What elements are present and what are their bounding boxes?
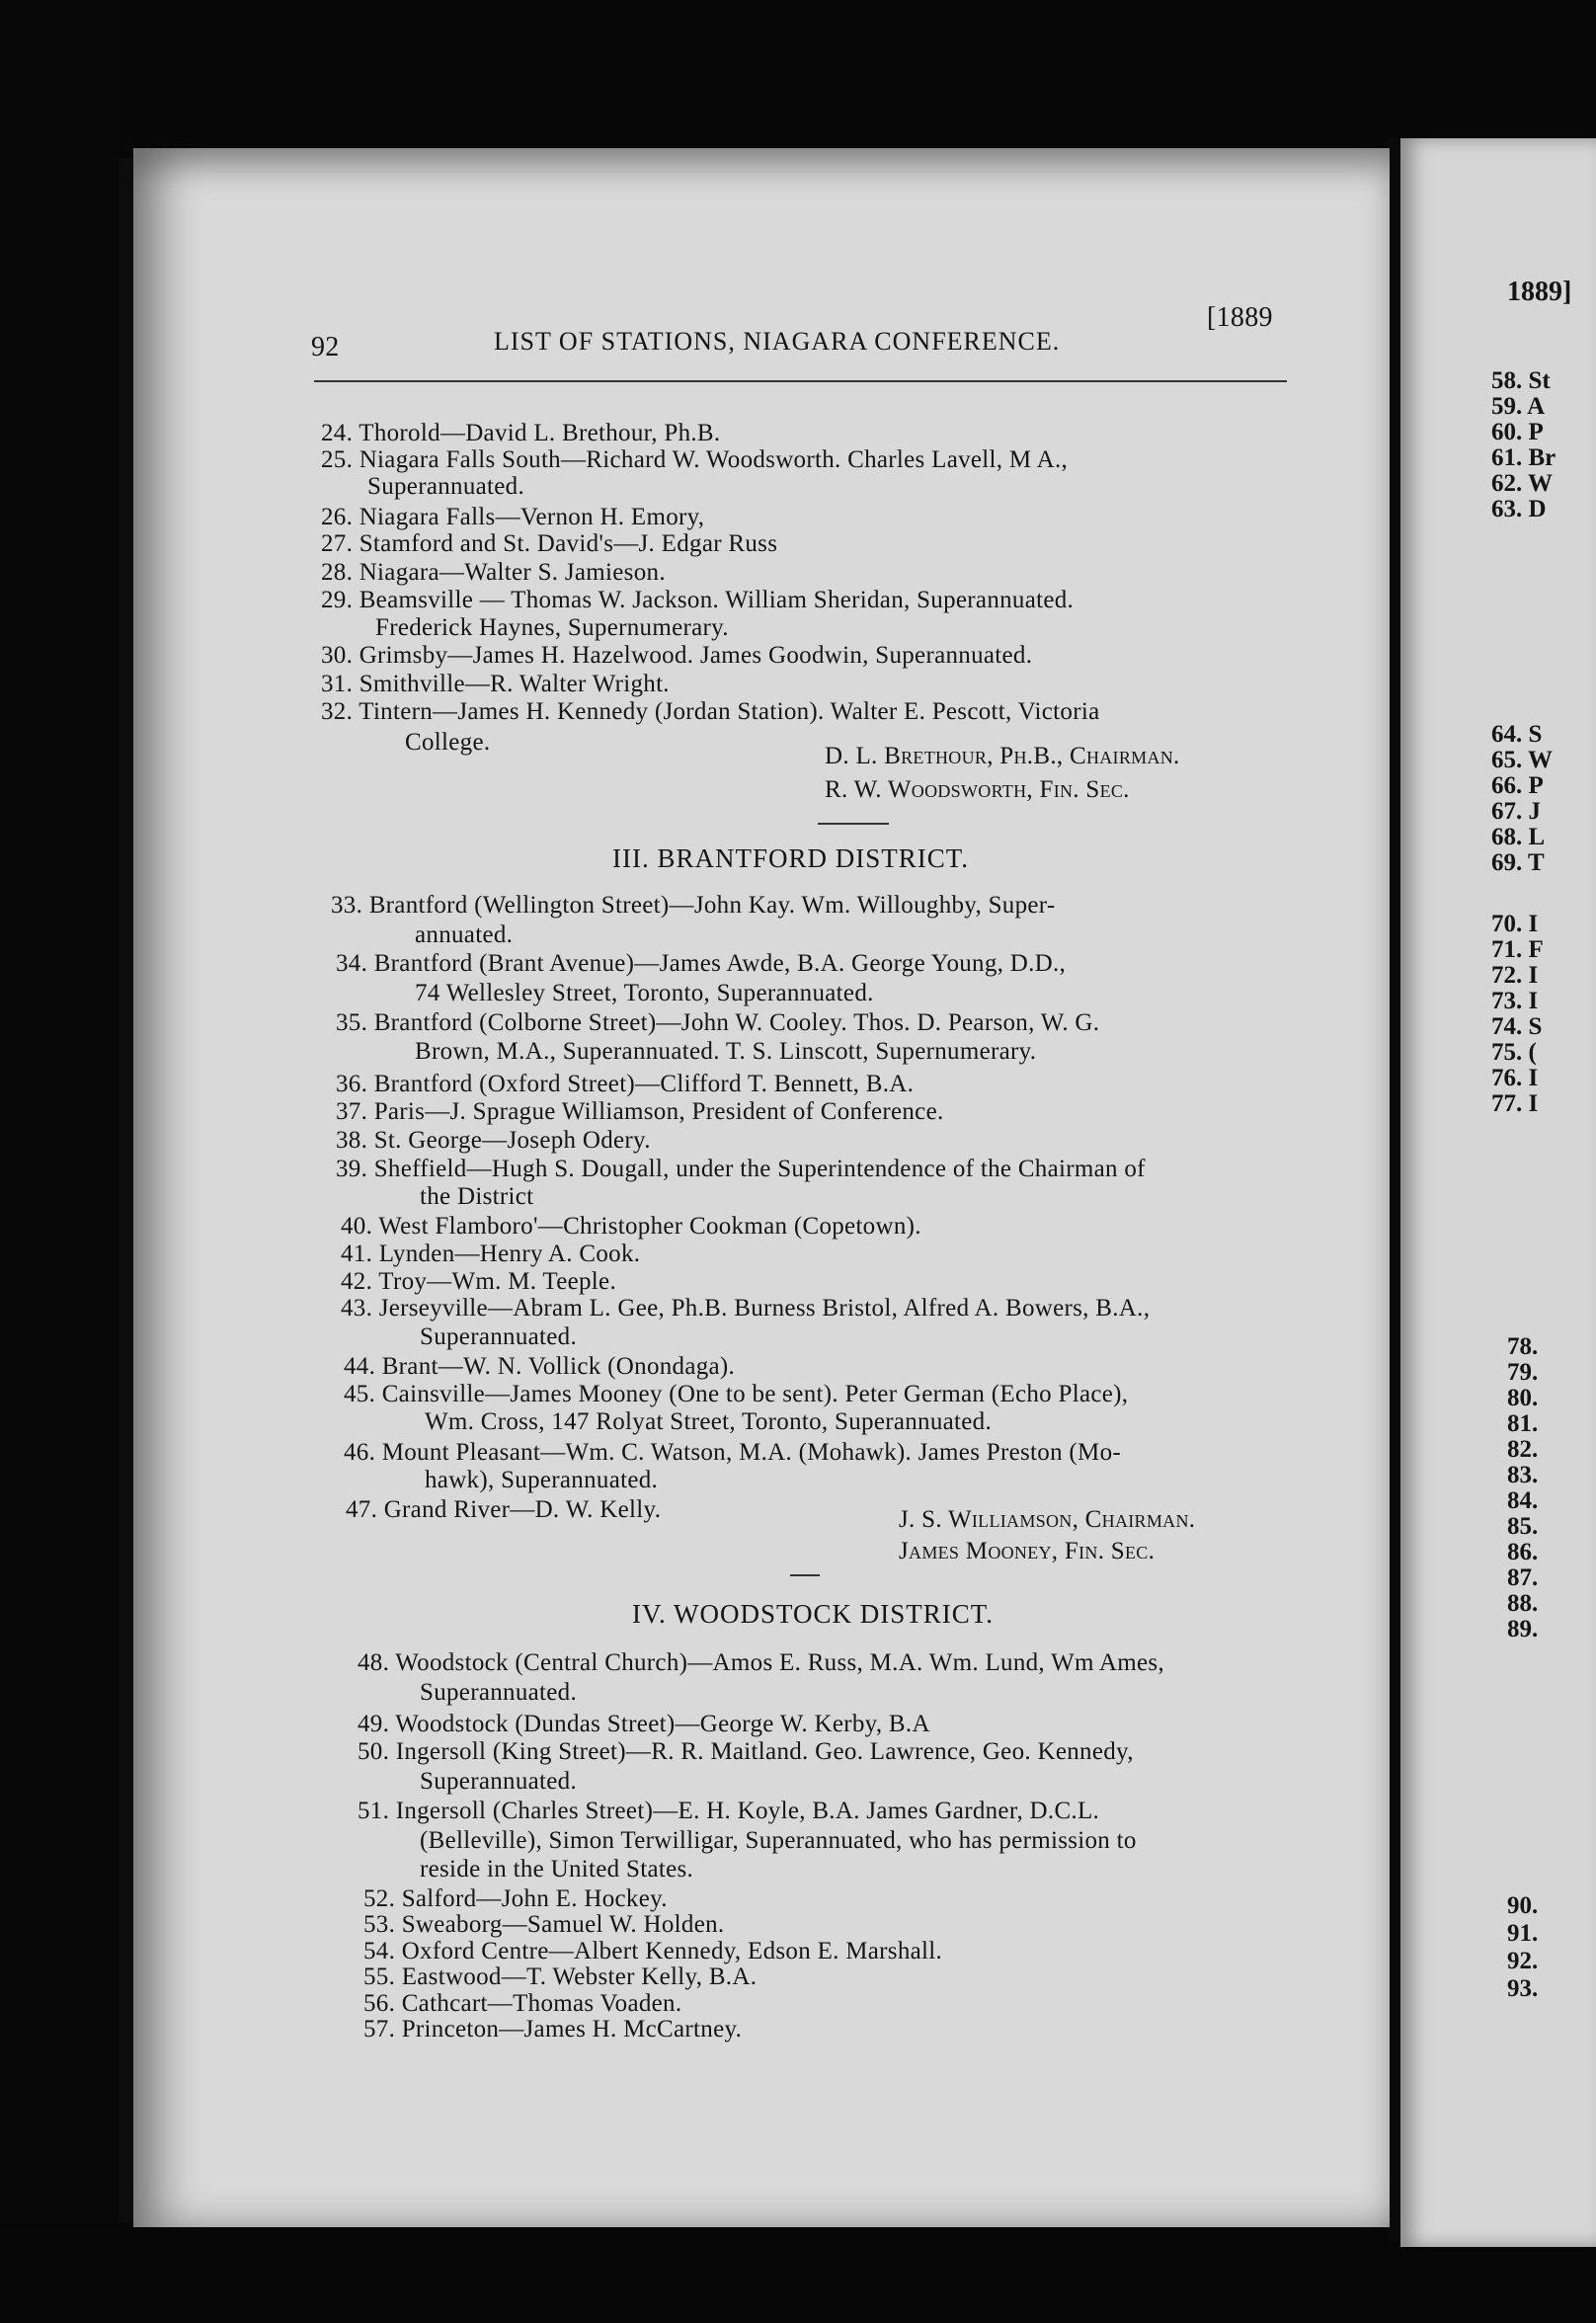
adjacent-line: 77. I [1491, 1090, 1539, 1117]
adjacent-line: 68. L [1491, 824, 1546, 850]
station-51-cont: (Belleville), Simon Terwilligar, Superannuated, who has permission to [420, 1827, 1137, 1854]
station-52: 52. Salford—John E. Hockey. [363, 1885, 668, 1912]
adjacent-line: 73. I [1491, 988, 1539, 1014]
brantford-heading: III. BRANTFORD DISTRICT. [612, 843, 969, 873]
station-37: 37. Paris—J. Sprague Williamson, President of Conference. [336, 1098, 944, 1125]
adjacent-line: 84. [1507, 1487, 1539, 1514]
brantford-chairman: J. S. Williamson, Chairman. [899, 1506, 1196, 1533]
station-34-cont: 74 Wellesley Street, Toronto, Superannuated. [415, 980, 874, 1006]
adjacent-line: 62. W [1491, 470, 1554, 497]
station-38: 38. St. George—Joseph Odery. [336, 1127, 651, 1154]
station-25: 25. Niagara Falls South—Richard W. Woodsworth. Charles Lavell, M A., [321, 446, 1069, 473]
adjacent-line: 75. ( [1491, 1039, 1537, 1066]
section-rule-2 [790, 1574, 820, 1576]
adjacent-line: 60. P [1491, 419, 1544, 445]
station-49: 49. Woodstock (Dundas Street)—George W. Kerby, B.A [358, 1711, 930, 1737]
adjacent-line: 70. I [1491, 911, 1539, 937]
station-26: 26. Niagara Falls—Vernon H. Emory, [321, 504, 705, 530]
station-43: 43. Jerseyville—Abram L. Gee, Ph.B. Burness Bristol, Alfred A. Bowers, B.A., [341, 1295, 1151, 1322]
station-28: 28. Niagara—Walter S. Jamieson. [321, 559, 666, 586]
woodstock-heading: IV. WOODSTOCK DISTRICT. [632, 1599, 995, 1629]
left-book-shadow [0, 0, 119, 2323]
adjacent-line: 87. [1507, 1564, 1539, 1591]
station-30: 30. Grimsby—James H. Hazelwood. James Goodwin, Superannuated. [321, 642, 1033, 669]
adjacent-line: 81. [1507, 1410, 1539, 1437]
adjacent-line: 86. [1507, 1539, 1539, 1565]
station-48-cont: Superannuated. [420, 1679, 578, 1706]
adjacent-line: 64. S [1491, 721, 1543, 748]
station-53: 53. Sweaborg—Samuel W. Holden. [363, 1911, 725, 1938]
adjacent-line: 90. [1507, 1892, 1539, 1919]
section-rule-1 [818, 823, 889, 825]
adjacent-line: 61. Br [1491, 444, 1556, 471]
adjacent-line: 93. [1507, 1975, 1539, 2002]
adjacent-line: 63. D [1491, 496, 1547, 522]
adjacent-line: 69. T [1491, 849, 1545, 876]
top-book-shadow [0, 0, 1596, 158]
year-label: [1889 [1207, 302, 1273, 333]
station-51-cont-2: reside in the United States. [420, 1856, 694, 1882]
station-29-cont: Frederick Haynes, Supernumerary. [375, 614, 729, 641]
adjacent-line: 72. I [1491, 962, 1539, 989]
station-50: 50. Ingersoll (King Street)—R. R. Maitland. Geo. Lawrence, Geo. Kennedy, [358, 1738, 1134, 1765]
station-42: 42. Troy—Wm. M. Teeple. [341, 1268, 616, 1295]
adjacent-line: 59. A [1491, 393, 1546, 420]
station-51: 51. Ingersoll (Charles Street)—E. H. Koyle, B.A. James Gardner, D.C.L. [358, 1798, 1100, 1824]
station-34: 34. Brantford (Brant Avenue)—James Awde, B.A. George Young, D.D., [336, 950, 1067, 977]
adjacent-line: 91. [1507, 1920, 1539, 1947]
adjacent-page-header: 1889] [1507, 277, 1572, 307]
station-56: 56. Cathcart—Thomas Voaden. [363, 1990, 682, 2017]
station-33: 33. Brantford (Wellington Street)—John Kay. Wm. Willoughby, Super- [331, 892, 1056, 919]
bottom-book-shadow [0, 2222, 1596, 2323]
station-43-cont: Superannuated. [420, 1323, 578, 1350]
station-35-cont: Brown, M.A., Superannuated. T. S. Linscott, Supernumerary. [415, 1038, 1037, 1065]
station-32: 32. Tintern—James H. Kennedy (Jordan Station). Walter E. Pescott, Victoria [321, 698, 1100, 725]
adjacent-line: 78. [1507, 1333, 1539, 1360]
station-54: 54. Oxford Centre—Albert Kennedy, Edson E. Marshall. [363, 1938, 943, 1964]
adjacent-line: 92. [1507, 1948, 1539, 1974]
station-27: 27. Stamford and St. David's—J. Edgar Russ [321, 530, 778, 557]
adjacent-line: 67. J [1491, 798, 1541, 825]
adjacent-line: 85. [1507, 1513, 1539, 1540]
station-33-cont: annuated. [415, 921, 514, 948]
station-57: 57. Princeton—James H. McCartney. [363, 2016, 743, 2043]
station-35: 35. Brantford (Colborne Street)—John W. Cooley. Thos. D. Pearson, W. G. [336, 1009, 1100, 1036]
adjacent-page [1400, 138, 1596, 2247]
adjacent-line: 89. [1507, 1616, 1539, 1642]
station-46-cont: hawk), Superannuated. [425, 1467, 659, 1493]
station-50-cont: Superannuated. [420, 1768, 578, 1795]
adjacent-line: 80. [1507, 1385, 1539, 1411]
station-25-cont: Superannuated. [367, 473, 525, 500]
adjacent-line: 79. [1507, 1359, 1539, 1386]
adjacent-line: 58. St [1491, 367, 1551, 394]
station-40: 40. West Flamboro'—Christopher Cookman (Copetown). [341, 1213, 921, 1240]
station-45: 45. Cainsville—James Mooney (One to be sent). Peter German (Echo Place), [344, 1381, 1129, 1407]
adjacent-line: 65. W [1491, 747, 1554, 773]
niagara-fin-sec: R. W. Woodsworth, Fin. Sec. [825, 776, 1130, 803]
adjacent-line: 71. F [1491, 936, 1544, 963]
station-31: 31. Smithville—R. Walter Wright. [321, 671, 670, 697]
station-46: 46. Mount Pleasant—Wm. C. Watson, M.A. (Mohawk). James Preston (Mo- [344, 1439, 1122, 1466]
page-number: 92 [311, 332, 340, 362]
adjacent-line: 76. I [1491, 1065, 1539, 1091]
station-44: 44. Brant—W. N. Vollick (Onondaga). [344, 1353, 736, 1380]
station-29: 29. Beamsville — Thomas W. Jackson. William Sheridan, Superannuated. [321, 587, 1075, 613]
adjacent-line: 83. [1507, 1462, 1539, 1488]
running-title: LIST OF STATIONS, NIAGARA CONFERENCE. [494, 327, 1061, 356]
station-39: 39. Sheffield—Hugh S. Dougall, under the Superintendence of the Chairman of [336, 1156, 1146, 1182]
station-41: 41. Lynden—Henry A. Cook. [341, 1241, 641, 1267]
station-36: 36. Brantford (Oxford Street)—Clifford T. Bennett, B.A. [336, 1071, 915, 1097]
station-39-cont: the District [420, 1183, 534, 1210]
header-rule [314, 380, 1287, 382]
niagara-chairman: D. L. Brethour, Ph.B., Chairman. [825, 743, 1180, 769]
adjacent-line: 66. P [1491, 772, 1544, 799]
station-32-cont: College. [405, 729, 491, 756]
adjacent-line: 74. S [1491, 1013, 1543, 1040]
adjacent-line: 82. [1507, 1436, 1539, 1463]
station-24: 24. Thorold—David L. Brethour, Ph.B. [321, 420, 721, 446]
brantford-fin-sec: James Mooney, Fin. Sec. [899, 1538, 1156, 1564]
station-48: 48. Woodstock (Central Church)—Amos E. Russ, M.A. Wm. Lund, Wm Ames, [358, 1649, 1164, 1676]
station-45-cont: Wm. Cross, 147 Rolyat Street, Toronto, Superannuated. [425, 1408, 993, 1435]
station-55: 55. Eastwood—T. Webster Kelly, B.A. [363, 1963, 758, 1990]
station-47: 47. Grand River—D. W. Kelly. [346, 1496, 662, 1523]
adjacent-line: 88. [1507, 1590, 1539, 1617]
